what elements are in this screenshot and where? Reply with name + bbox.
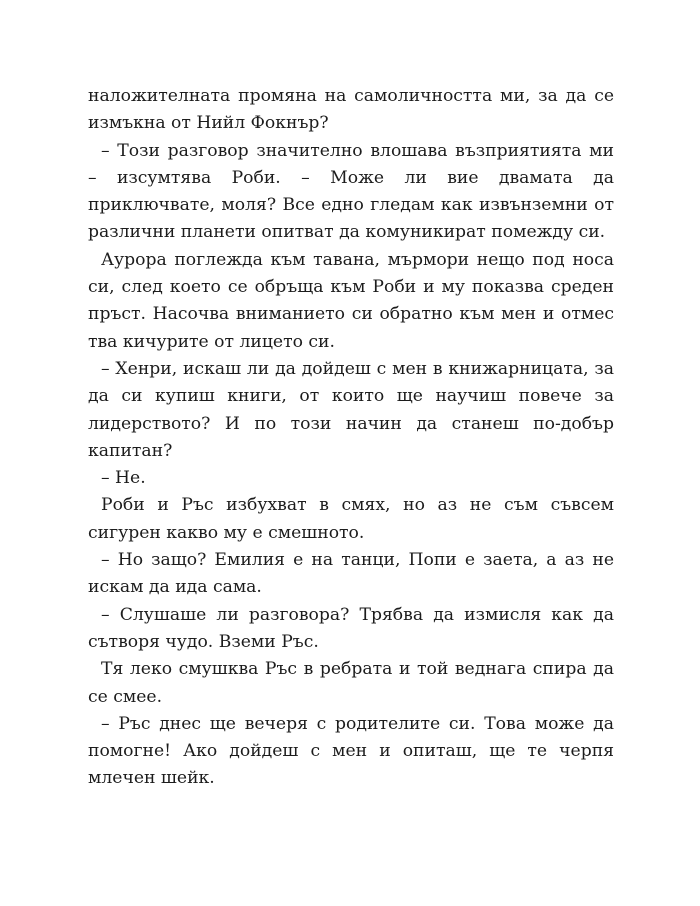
paragraph: – Хенри, искаш ли да дойдеш с мен в книжарницата, за да си купиш книги, от които ще научиш повече за лидерството? И по този начин да станеш по-добър капитан? bbox=[88, 358, 614, 461]
paragraph: – Слушаше ли разговора? Трябва да измисля как да сътворя чудо. Вземи Ръс. bbox=[88, 604, 614, 652]
paragraph: – Не. bbox=[101, 468, 146, 489]
paragraph: – Този разговор значително влошава възприятията ми – изсумтява Роби. – Може ли вие двамата да приключвате, моля? Все едно гледам как извънземни от различни планети опитват да комуникират помежду си. bbox=[88, 140, 614, 243]
paragraph: Роби и Ръс избухват в смях, но аз не съм съвсем сигурен какво му е смешното. bbox=[88, 495, 614, 543]
paragraph: Аурора поглежда към тавана, мърмори нещо под носа си, след което се обръща към Роби и му показва среден пръст. Насочва вниманието си обратно към мен и отмес тва кичурите от лицето си. bbox=[88, 249, 614, 352]
body-text bbox=[88, 83, 614, 793]
paragraph: наложителната промяна на самоличността ми, за да се измъкна от Нийл Фокнър? bbox=[88, 86, 614, 134]
paragraph: – Но защо? Емилия е на танци, Попи е заета, а аз не искам да ида сама. bbox=[88, 550, 614, 598]
paragraph: – Ръс днес ще вечеря с родителите си. Това може да помогне! Ако дойдеш с мен и опиташ, ще те черпя млечен шейк. bbox=[88, 713, 614, 789]
paragraph: Тя леко смушква Ръс в ребрата и той веднага спира да се смее. bbox=[88, 659, 614, 707]
